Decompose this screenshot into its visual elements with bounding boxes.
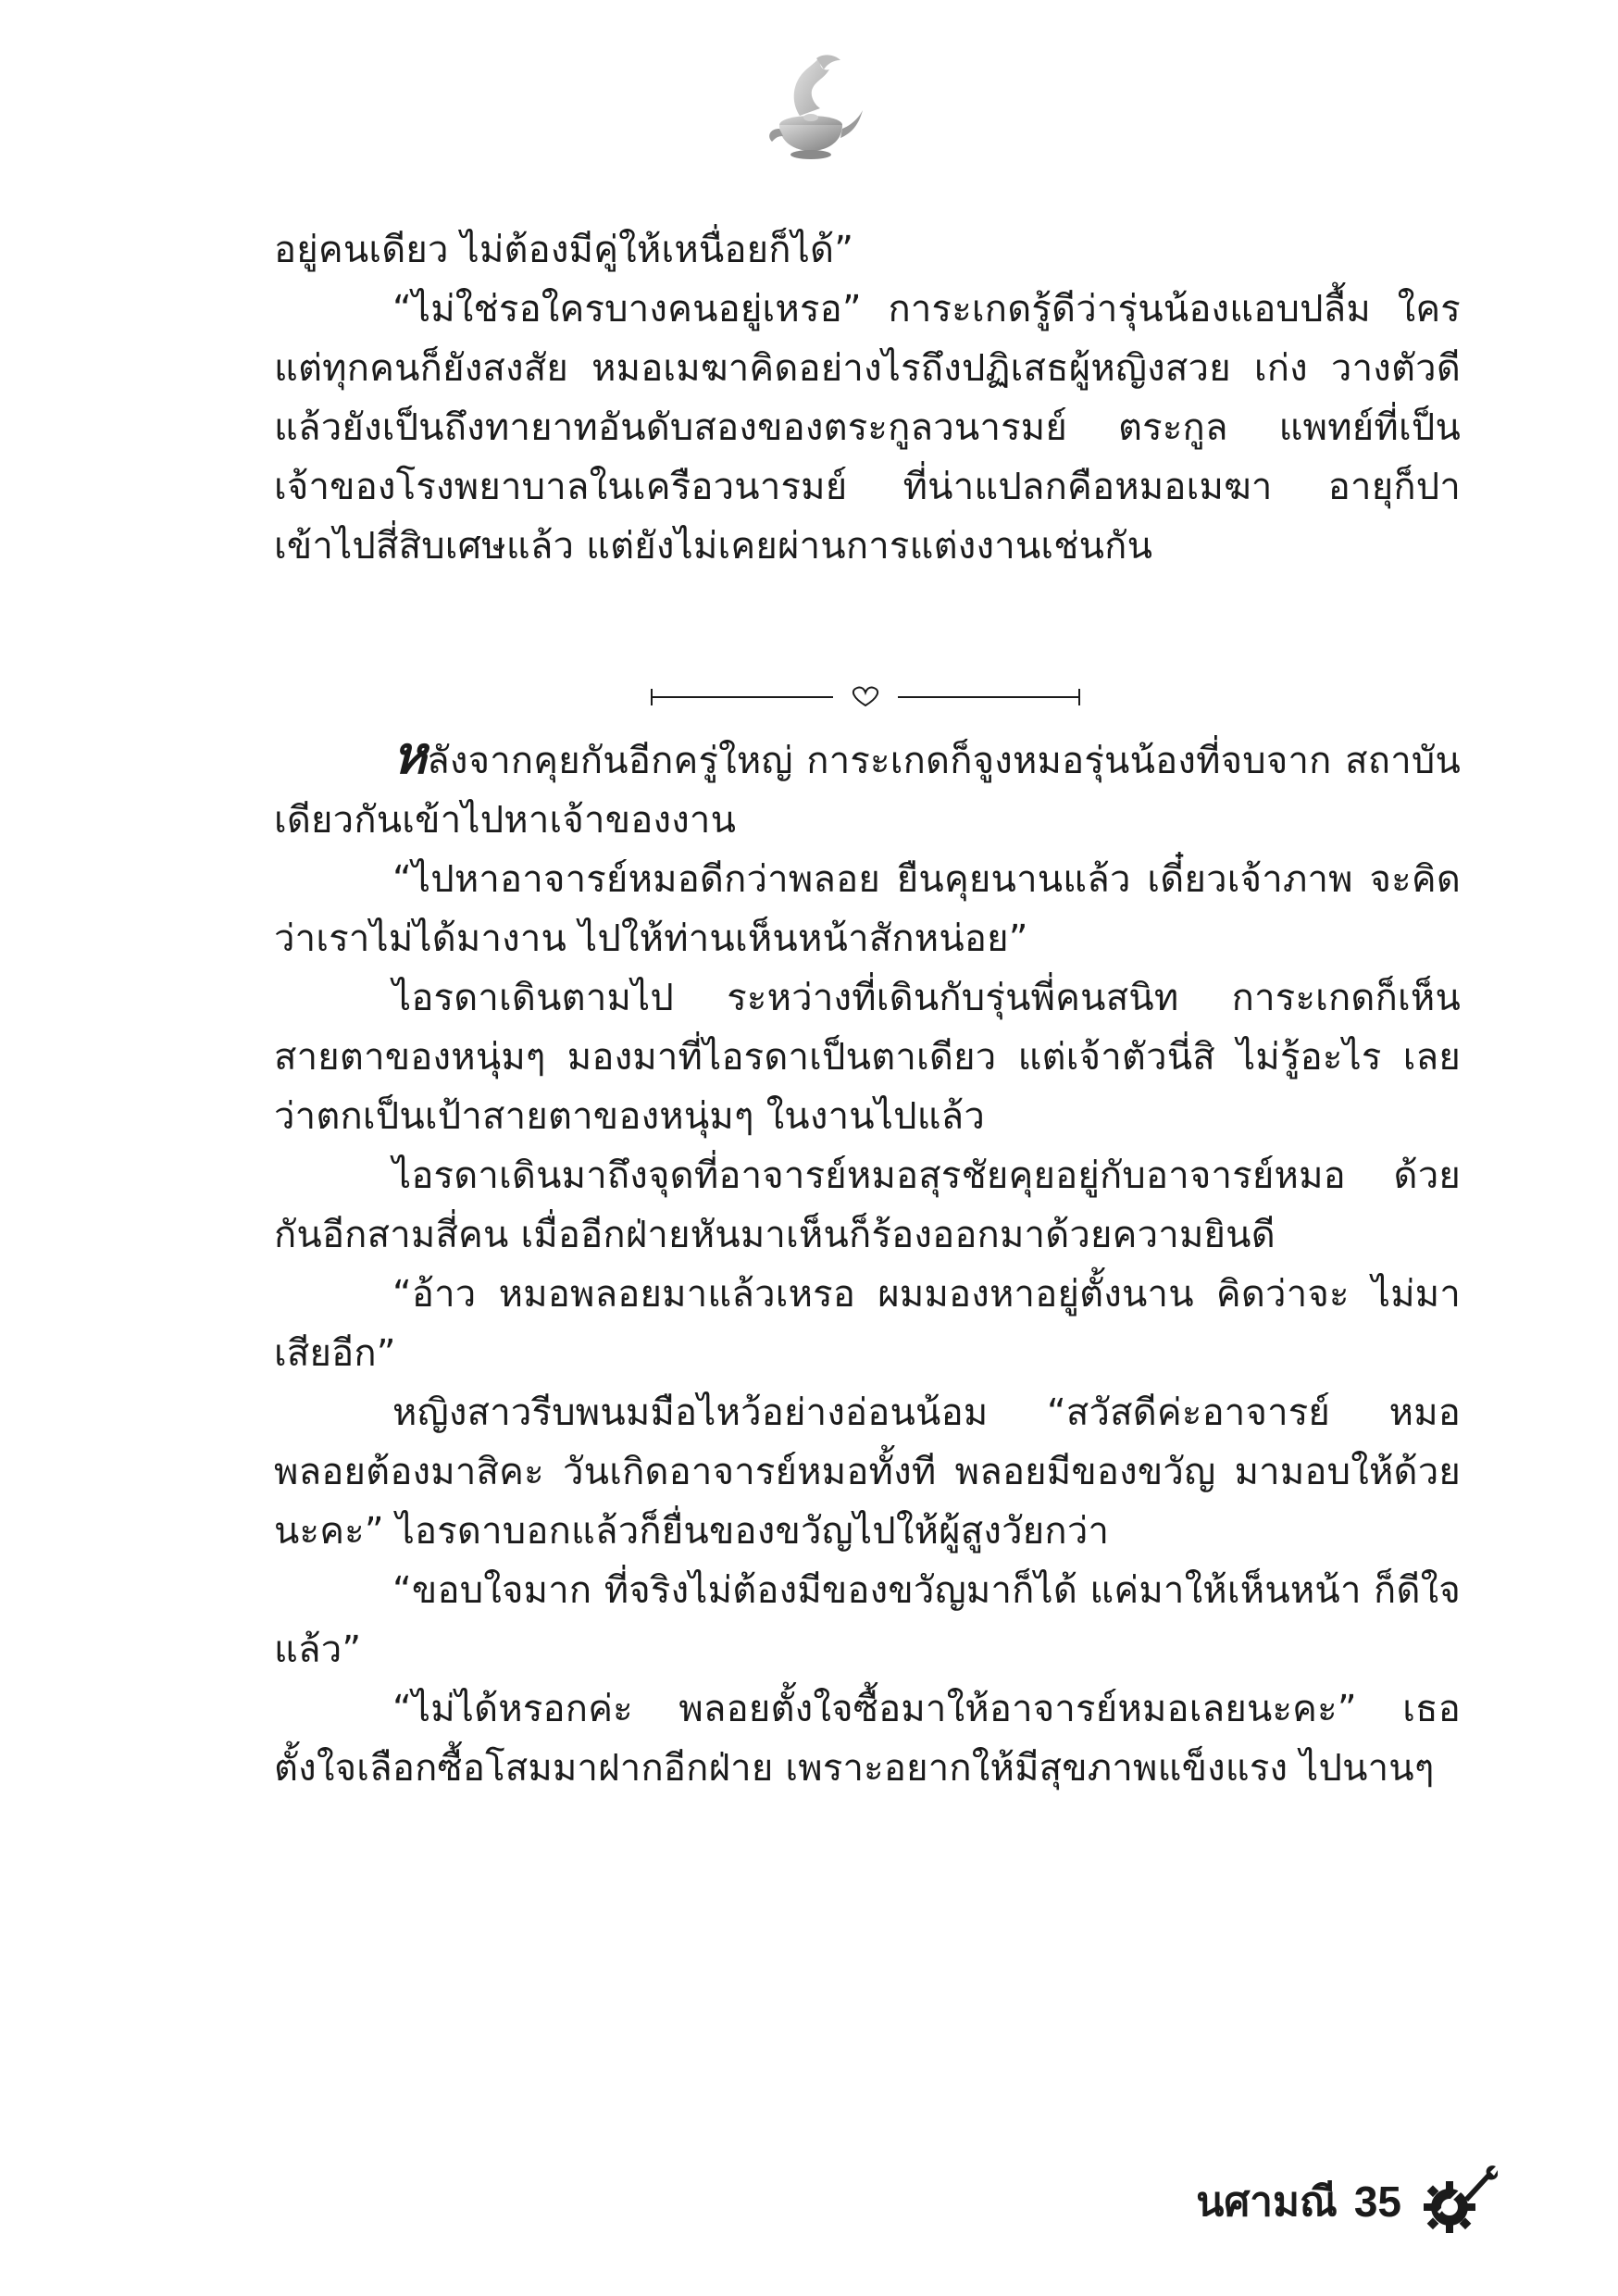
genie-lamp-icon xyxy=(763,51,865,162)
text-section-bottom xyxy=(274,726,1461,1798)
paragraph-dropcap xyxy=(274,726,1461,850)
paragraph: “ไม่ได้หรอกค่ะ พลอยตั้งใจซื้อมาให้อาจารย์หมอเลยนะคะ” เธอตั้งใจเลือกซื้อโสมมาฝากอีกฝ่าย เพราะอยากให้มีสุขภาพแข็งแรง ไปนานๆ xyxy=(274,1688,1461,1790)
paragraph: “ขอบใจมาก ที่จริงไม่ต้องมีของขวัญมาก็ได้ แค่มาให้เห็นหน้า ก็ดีใจแล้ว” xyxy=(274,1569,1461,1671)
paragraph: อยู่คนเดียว ไม่ต้องมีคู่ให้เหนื่อยก็ได้” xyxy=(274,229,854,271)
dropcap-rest: ลังจากคุยกันอีกครู่ใหญ่ การะเกดก็จูงหมอรุ่นน้องที่จบจาก สถาบันเดียวกันเข้าไปหาเจ้าของงาน xyxy=(274,740,1461,842)
paragraph: ไอรดาเดินมาถึงจุดที่อาจารย์หมอสุรชัยคุยอยู่กับอาจารย์หมอ ด้วยกันอีกสามสี่คน เมื่ออีกฝ่ายหันมาเห็นก็ร้องออกมาด้วยความยินดี xyxy=(274,1154,1461,1256)
gear-wrench-icon xyxy=(1418,2165,1498,2239)
page-footer xyxy=(1196,2165,1498,2239)
dropcap-letter: ห xyxy=(392,726,428,786)
paragraph: “ไม่ใช่รอใครบางคนอยู่เหรอ” การะเกดรู้ดีว่ารุ่นน้องแอบปลื้ม ใคร แต่ทุกคนก็ยังสงสัย หมอเมฆาคิดอย่างไรถึงปฏิเสธผู้หญิงสวย เก่ง วางตัวดี แล้วยังเป็นถึงทายาทอันดับสองของตระกูลวนารมย์ ตระกูล แพทย์ที่เป็นเจ้าของโรงพยาบาลในเครือวนารมย์ ที่น่าแปลกคือหมอเมฆา อายุก็ปาเข้าไปสี่สิบเศษแล้ว แต่ยังไม่เคยผ่านการแต่งงานเช่นกัน xyxy=(274,288,1461,568)
paragraph: ไอรดาเดินตามไป ระหว่างที่เดินกับรุ่นพี่คนสนิท การะเกดก็เห็น สายตาของหนุ่มๆ มองมาที่ไอรดาเป็นตาเดียว แต่เจ้าตัวนี่สิ ไม่รู้อะไร เลยว่าตกเป็นเป้าสายตาของหนุ่มๆ ในงานไปแล้ว xyxy=(274,977,1461,1138)
author-name: นศามณี xyxy=(1196,2178,1338,2226)
paragraph: “อ้าว หมอพลอยมาแล้วเหรอ ผมมองหาอยู่ตั้งนาน คิดว่าจะ ไม่มาเสียอีก” xyxy=(274,1273,1461,1375)
page-number: 35 xyxy=(1353,2177,1401,2226)
heart-divider-icon xyxy=(648,683,1083,711)
paragraph: “ไปหาอาจารย์หมอดีกว่าพลอย ยืนคุยนานแล้ว เดี๋ยวเจ้าภาพ จะคิดว่าเราไม่ได้มางาน ไปให้ท่านเห็นหน้าสักหน่อย” xyxy=(274,858,1461,960)
paragraph: หญิงสาวรีบพนมมือไหว้อย่างอ่อนน้อม “สวัสดีค่ะอาจารย์ หมอ พลอยต้องมาสิคะ วันเกิดอาจารย์หมอทั้งที พลอยมีของขวัญ มามอบให้ด้วยนะคะ” ไอรดาบอกแล้วก็ยื่นของขวัญไปให้ผู้สูงวัยกว่า xyxy=(274,1391,1461,1553)
text-section-top xyxy=(274,220,1461,576)
